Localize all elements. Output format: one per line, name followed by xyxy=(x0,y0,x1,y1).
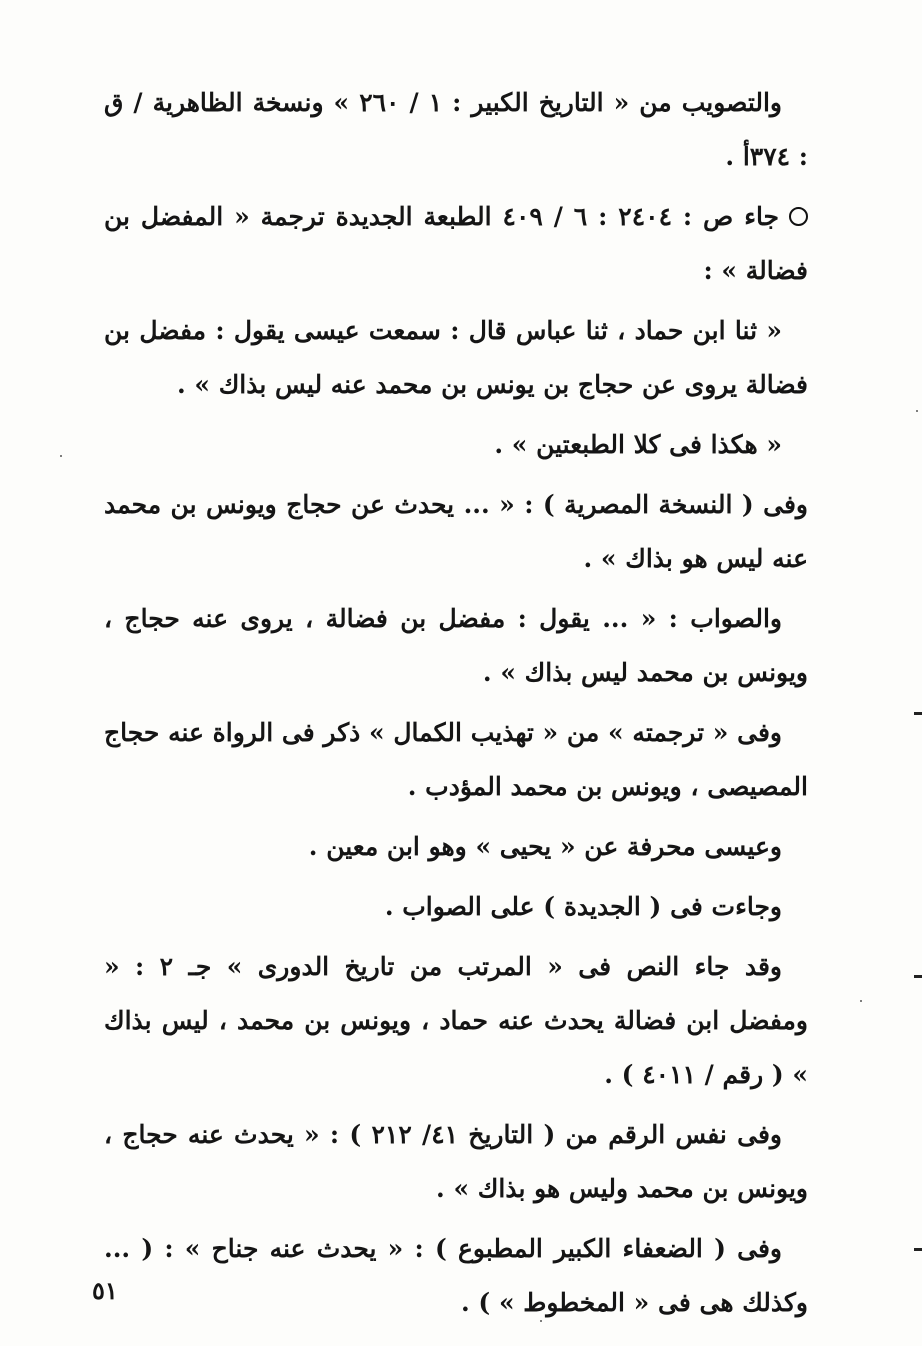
scan-speck xyxy=(916,410,918,412)
paragraph-8 xyxy=(104,820,808,874)
paragraph-text: والصواب : « ... يقول : مفضل بن فضالة ، يروى عنه حجاج ، ويونس بن محمد ليس بذاك » . xyxy=(104,604,808,687)
main-text xyxy=(104,76,808,1336)
scan-edge-mark xyxy=(914,1248,922,1251)
paragraph-text: وفى ( الضعفاء الكبير المطبوع ) : « يحدث عنه جناح » : ( ... وكذلك هى فى « المخطوط » ) . xyxy=(104,1234,808,1317)
paragraph-text: وعيسى محرفة عن « يحيى » وهو ابن معين . xyxy=(308,832,782,861)
paragraph-text: « ثنا ابن حماد ، ثنا عباس قال : سمعت عيسى يقول : مفضل بن فضالة يروى عن حجاج بن يونس بن محمد عنه ليس بذاك » . xyxy=(104,316,808,399)
paragraph-6 xyxy=(104,592,808,700)
paragraph-text: وفى نفس الرقم من ( التاريخ ٤١/ ٢١٢ ) : « يحدث عنه حجاج ، ويونس بن محمد وليس هو بذاك » . xyxy=(104,1120,808,1203)
paragraph-text: وفى « ترجمته » من « تهذيب الكمال » ذكر فى الرواة عنه حجاج المصيصى ، ويونس بن محمد المؤدب . xyxy=(104,718,808,801)
scan-speck xyxy=(860,1000,862,1002)
paragraph-text: « هكذا فى كلا الطبعتين » . xyxy=(494,430,782,459)
paragraph-text: وفى ( النسخة المصرية ) : « ... يحدث عن حجاج ويونس بن محمد عنه ليس هو بذاك » . xyxy=(104,490,808,573)
paragraph-7 xyxy=(104,706,808,814)
paragraph-text: والتصويب من « التاريخ الكبير : ١ / ٢٦٠ » ونسخة الظاهرية / ق : ٣٧٤أ . xyxy=(104,88,808,171)
paragraph-5 xyxy=(104,478,808,586)
scan-speck xyxy=(540,1320,542,1322)
scan-edge-mark xyxy=(914,712,922,715)
circle-bullet-icon xyxy=(789,207,808,226)
scan-edge-mark xyxy=(914,975,922,978)
paragraph-11 xyxy=(104,1108,808,1216)
scan-speck xyxy=(60,455,62,457)
paragraph-text: وقد جاء النص فى « المرتب من تاريخ الدورى » جـ ٢ : « ومفضل ابن فضالة يحدث عنه حماد ، ويونس بن محمد ، ليس بذاك » ( رقم / ٤٠١١ ) . xyxy=(104,952,808,1089)
paragraph-4 xyxy=(104,418,808,472)
paragraph-text: وجاءت فى ( الجديدة ) على الصواب . xyxy=(384,892,782,921)
paragraph-1 xyxy=(104,76,808,184)
paragraph-3 xyxy=(104,304,808,412)
paragraph-10 xyxy=(104,940,808,1102)
paragraph-9 xyxy=(104,880,808,934)
paragraph-text: جاء ص : ٢٤٠٤ : ٦ / ٤٠٩ الطبعة الجديدة ترجمة « المفضل بن فضالة » : xyxy=(104,202,808,285)
paragraph-12 xyxy=(104,1222,808,1330)
page-number: ٥١ xyxy=(92,1276,118,1305)
paragraph-2 xyxy=(104,190,808,298)
